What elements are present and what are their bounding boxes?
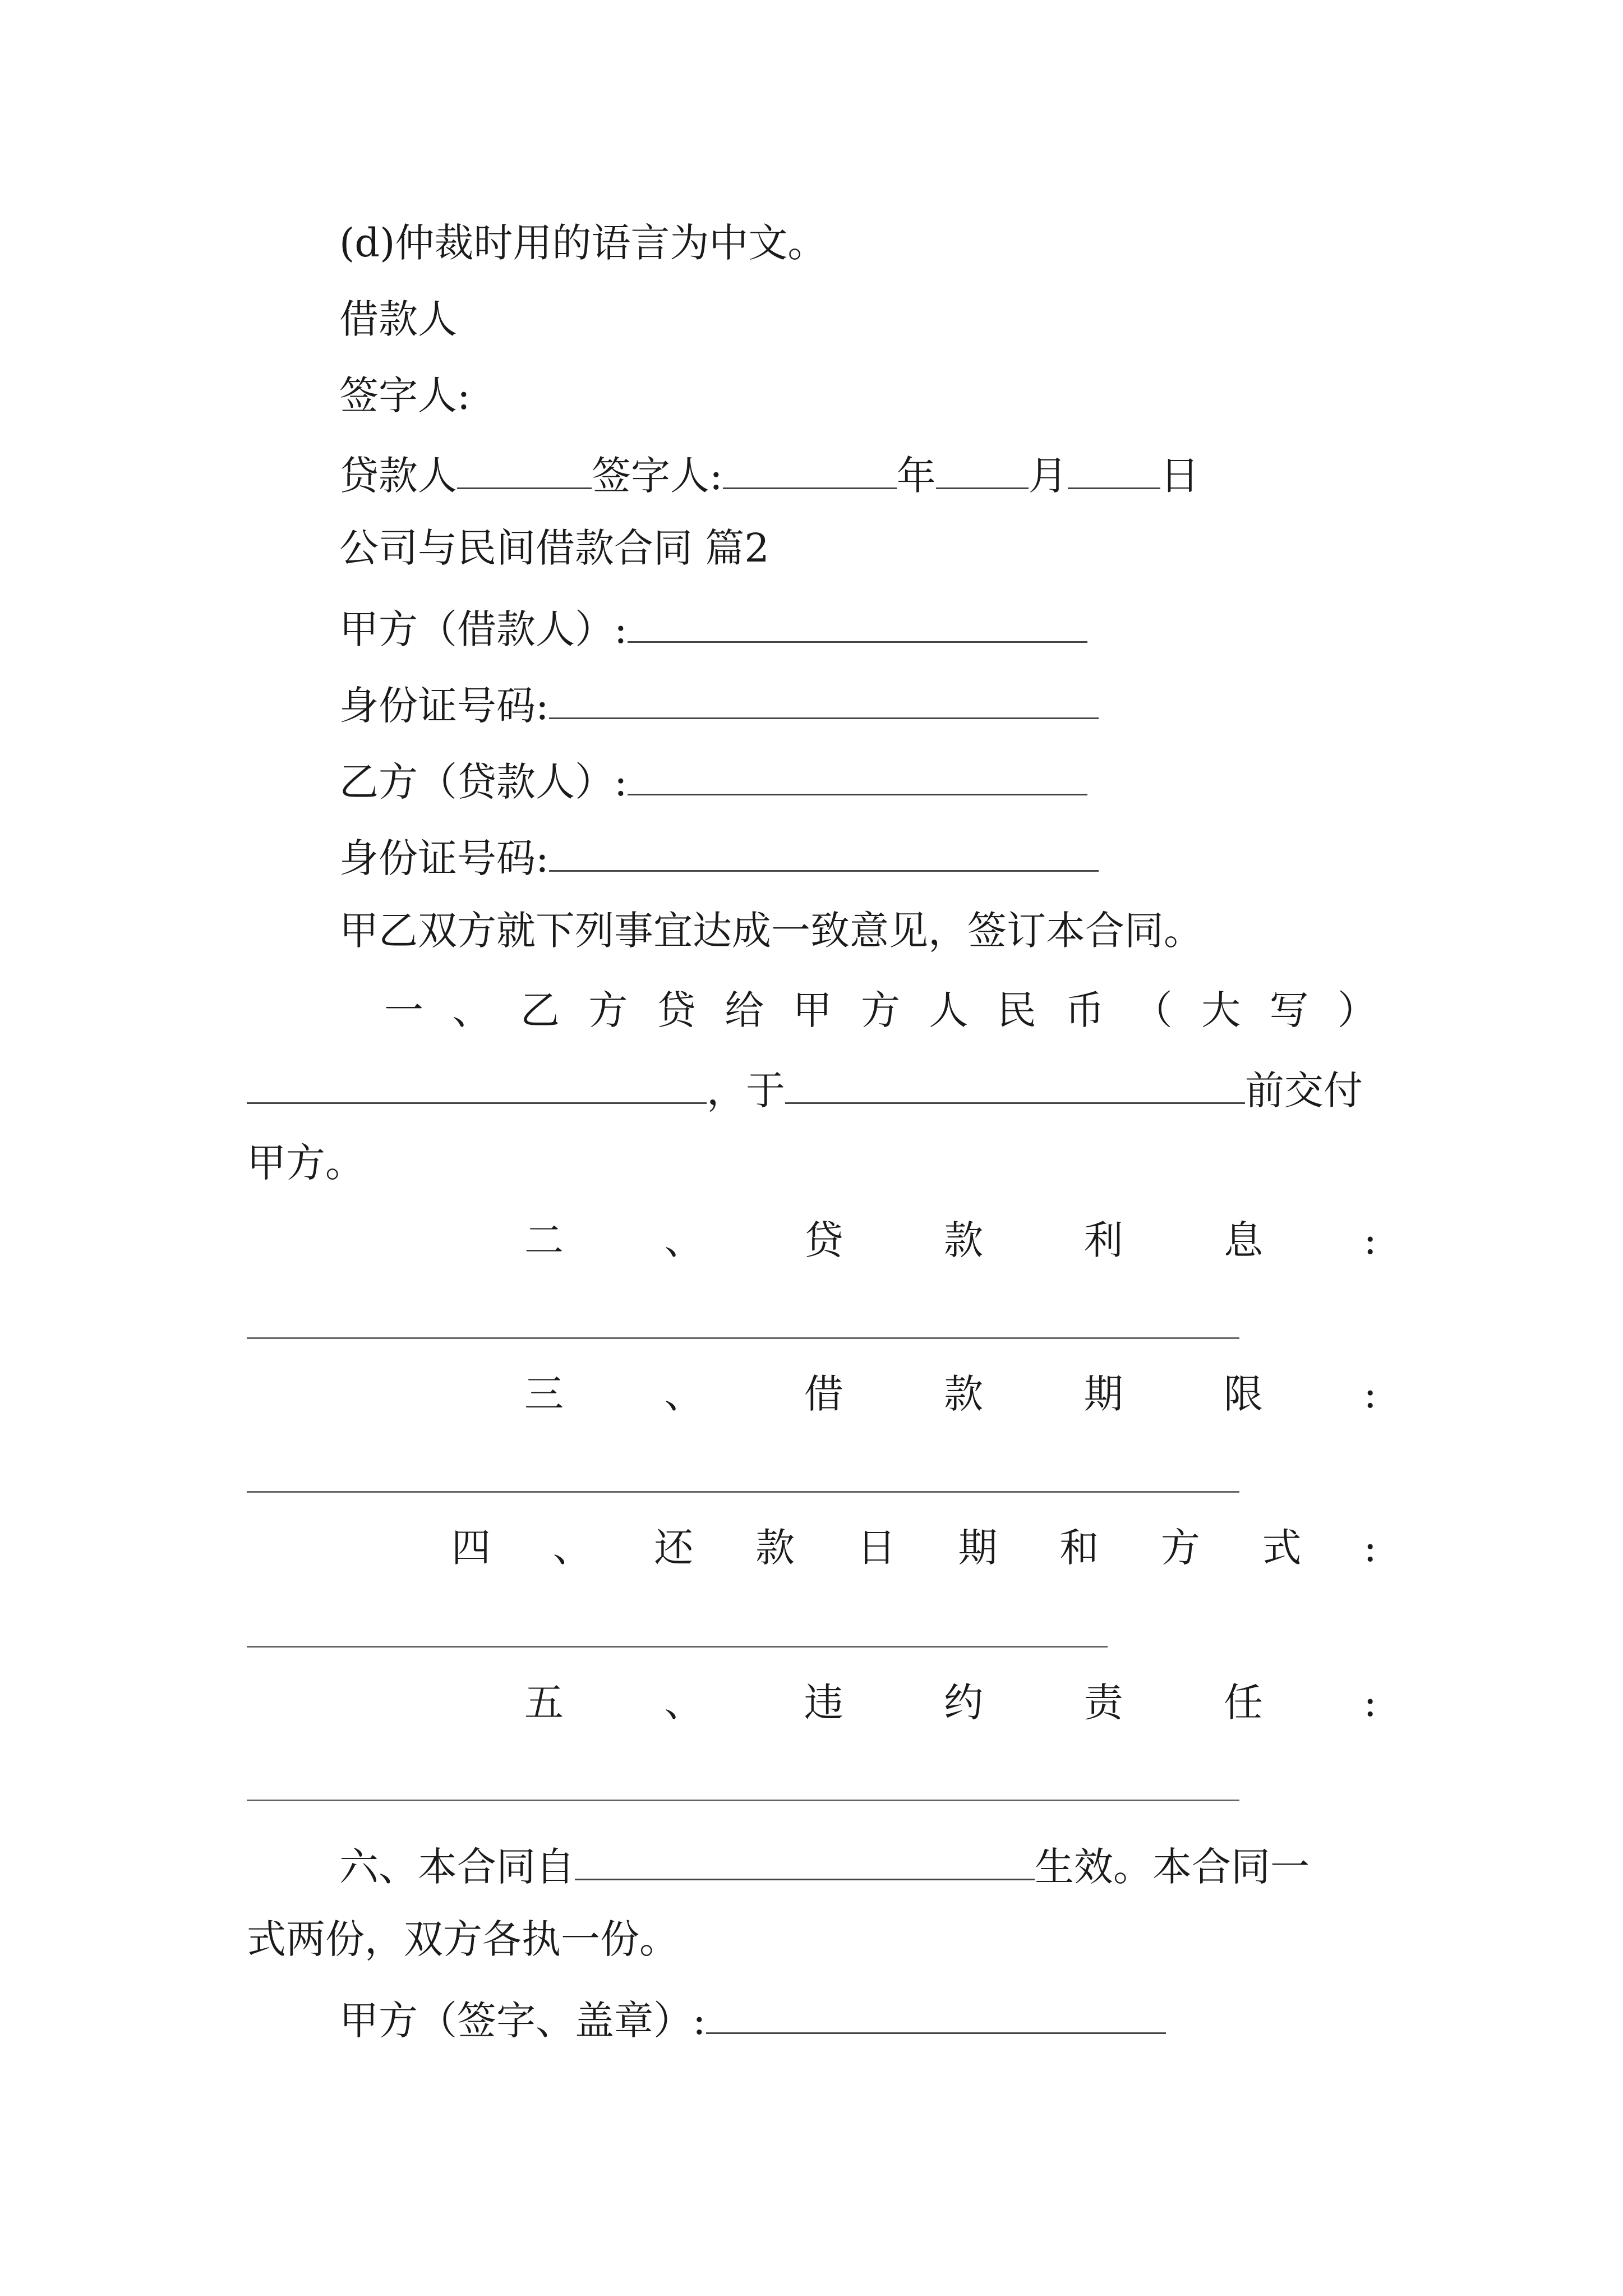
clause4-char: 款 — [755, 1525, 795, 1571]
clause-6-line — [339, 1843, 1310, 1890]
clause-4-line — [451, 1525, 1377, 1571]
clause4-char: 和 — [1059, 1525, 1099, 1571]
clause1-end: 前交付 — [1245, 1068, 1363, 1114]
signatory-label: 签字人: — [339, 372, 471, 418]
clause-5-blank[interactable] — [247, 1800, 1239, 1801]
clause1-char: 、 — [452, 987, 492, 1033]
id-number-2-blank[interactable] — [549, 835, 1099, 872]
party-a-sign-blank[interactable] — [706, 1997, 1166, 2034]
clause1-char: 大 — [1201, 987, 1241, 1033]
month-blank[interactable] — [936, 452, 1029, 489]
clause5-char: 约 — [944, 1680, 984, 1726]
clause5-char: 任 — [1223, 1680, 1263, 1726]
id-number-1-line — [339, 682, 1099, 729]
clause-2-line — [524, 1217, 1377, 1263]
clause-1-tail: 甲方。 — [247, 1140, 365, 1186]
clause3-char: 款 — [944, 1371, 984, 1417]
arbitration-language-line: (d)仲裁时用的语言为中文。 — [339, 220, 827, 266]
clause2-char: 、 — [664, 1217, 704, 1263]
clause-4-blank[interactable] — [247, 1646, 1108, 1648]
id-number-2-line — [339, 835, 1099, 881]
id-number-1-blank[interactable] — [549, 682, 1099, 719]
delivery-date-blank[interactable] — [785, 1067, 1245, 1104]
clause1-char: 方 — [588, 987, 628, 1033]
clause3-char: 期 — [1083, 1371, 1123, 1417]
party-a-borrower-line — [339, 606, 1087, 652]
lender-label: 贷款人 — [339, 453, 457, 499]
amount-blank[interactable] — [247, 1067, 707, 1104]
clause-3-line — [524, 1371, 1377, 1417]
clause1-char: 甲 — [792, 987, 832, 1033]
party-a-borrower-blank[interactable] — [628, 606, 1087, 643]
day-blank[interactable] — [1068, 452, 1160, 489]
clause1-char: 币 — [1065, 987, 1105, 1033]
clause5-char: : — [1363, 1680, 1377, 1726]
lender-signature-line — [339, 452, 1200, 499]
clause4-char: 四 — [451, 1525, 491, 1571]
clause1-char: 给 — [725, 987, 764, 1033]
clause6-prefix: 六、本合同自 — [339, 1844, 575, 1890]
agreement-intro: 甲乙双方就下列事宜达成一致意见，签订本合同。 — [339, 908, 1203, 954]
clause5-char: 、 — [664, 1680, 704, 1726]
clause1-char: ） — [1337, 987, 1377, 1033]
clause-6-tail: 式两份，双方各执一份。 — [247, 1916, 679, 1962]
clause2-char: 利 — [1083, 1217, 1123, 1263]
clause1-char: （ — [1133, 987, 1173, 1033]
clause1-char: 乙 — [520, 987, 560, 1033]
clause5-char: 责 — [1083, 1680, 1123, 1726]
clause4-char: 方 — [1160, 1525, 1200, 1571]
clause1-char: 一 — [384, 987, 423, 1033]
clause4-char: 式 — [1262, 1525, 1302, 1571]
clause4-char: 期 — [958, 1525, 998, 1571]
clause3-char: 、 — [664, 1371, 704, 1417]
borrower-label: 借款人 — [339, 296, 457, 342]
clause2-char: 二 — [524, 1217, 564, 1263]
clause1-char: 民 — [997, 987, 1036, 1033]
clause1-char: 方 — [860, 987, 900, 1033]
clause-3-blank[interactable] — [247, 1491, 1239, 1493]
clause5-char: 五 — [524, 1680, 564, 1726]
effective-date-blank[interactable] — [575, 1843, 1035, 1880]
clause-1-continued — [247, 1067, 1363, 1114]
clause1-mid: ，于 — [707, 1068, 785, 1114]
clause2-char: 息 — [1223, 1217, 1263, 1263]
clause5-char: 违 — [804, 1680, 843, 1726]
party-a-borrower-label: 甲方（借款人）: — [339, 606, 628, 652]
clause4-char: 还 — [654, 1525, 694, 1571]
id-number-2-label: 身份证号码: — [339, 835, 549, 881]
clause2-char: 款 — [944, 1217, 984, 1263]
clause4-char: 、 — [552, 1525, 592, 1571]
party-b-lender-blank[interactable] — [628, 758, 1087, 795]
clause3-char: 三 — [524, 1371, 564, 1417]
party-b-lender-line — [339, 758, 1087, 805]
clause2-char: 贷 — [804, 1217, 843, 1263]
clause3-char: 借 — [804, 1371, 843, 1417]
clause-2-blank[interactable] — [247, 1337, 1239, 1339]
clause1-char: 写 — [1269, 987, 1309, 1033]
clause4-char: 日 — [856, 1525, 896, 1571]
clause-1-line — [384, 987, 1377, 1033]
clause1-char: 贷 — [656, 987, 696, 1033]
party-a-sign-line — [339, 1997, 1166, 2044]
clause-5-line — [524, 1680, 1377, 1726]
clause4-char: : — [1363, 1525, 1377, 1571]
clause1-char: 人 — [929, 987, 969, 1033]
day-label: 日 — [1160, 453, 1200, 499]
clause3-char: 限 — [1223, 1371, 1263, 1417]
id-number-1-label: 身份证号码: — [339, 683, 549, 729]
contract-heading: 公司与民间借款合同 篇2 — [339, 525, 769, 571]
clause3-char: : — [1363, 1371, 1377, 1417]
month-label: 月 — [1028, 453, 1068, 499]
lender-signatory-label: 签字人: — [592, 453, 723, 499]
year-label: 年 — [896, 453, 936, 499]
lender-blank[interactable] — [457, 452, 592, 489]
clause6-suffix: 生效。本合同一 — [1035, 1844, 1310, 1890]
clause2-char: : — [1363, 1217, 1377, 1263]
party-b-lender-label: 乙方（贷款人）: — [339, 759, 628, 805]
party-a-sign-label: 甲方（签字、盖章）: — [339, 1998, 706, 2044]
signatory-blank[interactable] — [723, 452, 897, 489]
